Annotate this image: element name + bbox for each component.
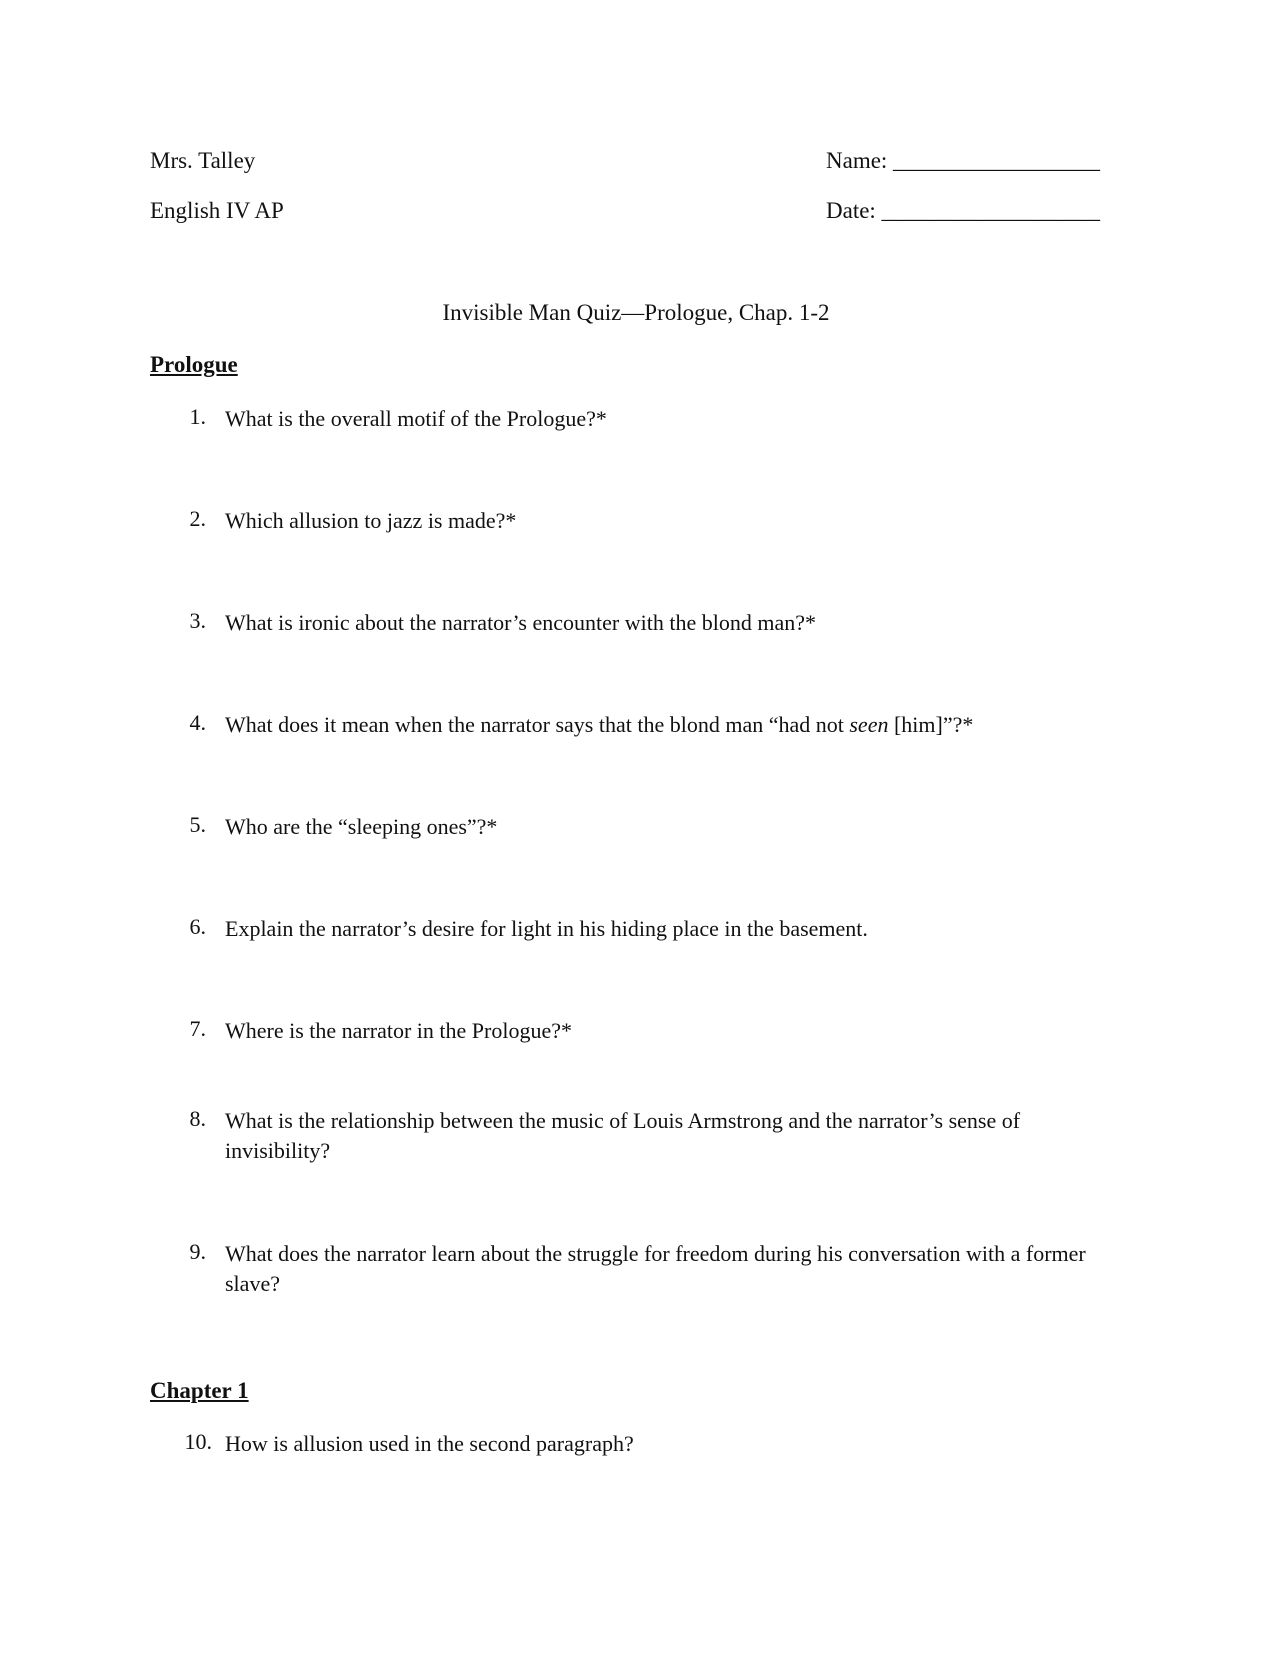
date-field: Date: ___________________ bbox=[826, 198, 1101, 223]
question-text: Where is the narrator in the Prologue?* bbox=[225, 1018, 572, 1043]
question-text: What is the overall motif of the Prologue?* bbox=[225, 406, 607, 431]
question-text bbox=[225, 710, 1145, 740]
question-number: 8. bbox=[189, 1106, 206, 1131]
question-text-part: What does it mean when the narrator says that the blond man “had not bbox=[225, 712, 850, 737]
question-text: What does the narrator learn about the struggle for freedom during his conversation with a former slave? bbox=[225, 1241, 1086, 1296]
question-number: 6. bbox=[189, 914, 206, 939]
question-text: What is ironic about the narrator’s encounter with the blond man?* bbox=[225, 610, 816, 635]
question-text-part: [him]”?* bbox=[888, 712, 974, 737]
question-number: 1. bbox=[189, 404, 206, 429]
student-name-field: Name: __________________ bbox=[826, 148, 1101, 173]
question-number: 3. bbox=[189, 608, 206, 633]
question-text: Who are the “sleeping ones”?* bbox=[225, 814, 498, 839]
teacher-name: Mrs. Talley bbox=[150, 148, 256, 173]
question-number: 5. bbox=[189, 812, 206, 837]
section-heading-chapter-1: Chapter 1 bbox=[150, 1378, 249, 1403]
question-number: 7. bbox=[189, 1016, 206, 1041]
question-text: What is the relationship between the music of Louis Armstrong and the narrator’s sense of invisibility? bbox=[225, 1108, 1021, 1163]
quiz-title-text: Invisible Man Quiz—Prologue, Chap. 1-2 bbox=[442, 300, 830, 325]
question-number: 10. bbox=[184, 1429, 212, 1454]
question-number: 2. bbox=[189, 506, 206, 531]
section-heading-prologue: Prologue bbox=[150, 352, 238, 377]
question-text: How is allusion used in the second paragraph? bbox=[225, 1431, 634, 1456]
question-number: 9. bbox=[189, 1239, 206, 1264]
question-number: 4. bbox=[189, 710, 206, 735]
course-name: English IV AP bbox=[150, 198, 284, 223]
question-text: Which allusion to jazz is made?* bbox=[225, 508, 517, 533]
question-text-emphasis: seen bbox=[849, 712, 889, 737]
quiz-title bbox=[0, 300, 1280, 326]
question-text: Explain the narrator’s desire for light in his hiding place in the basement. bbox=[225, 916, 868, 941]
